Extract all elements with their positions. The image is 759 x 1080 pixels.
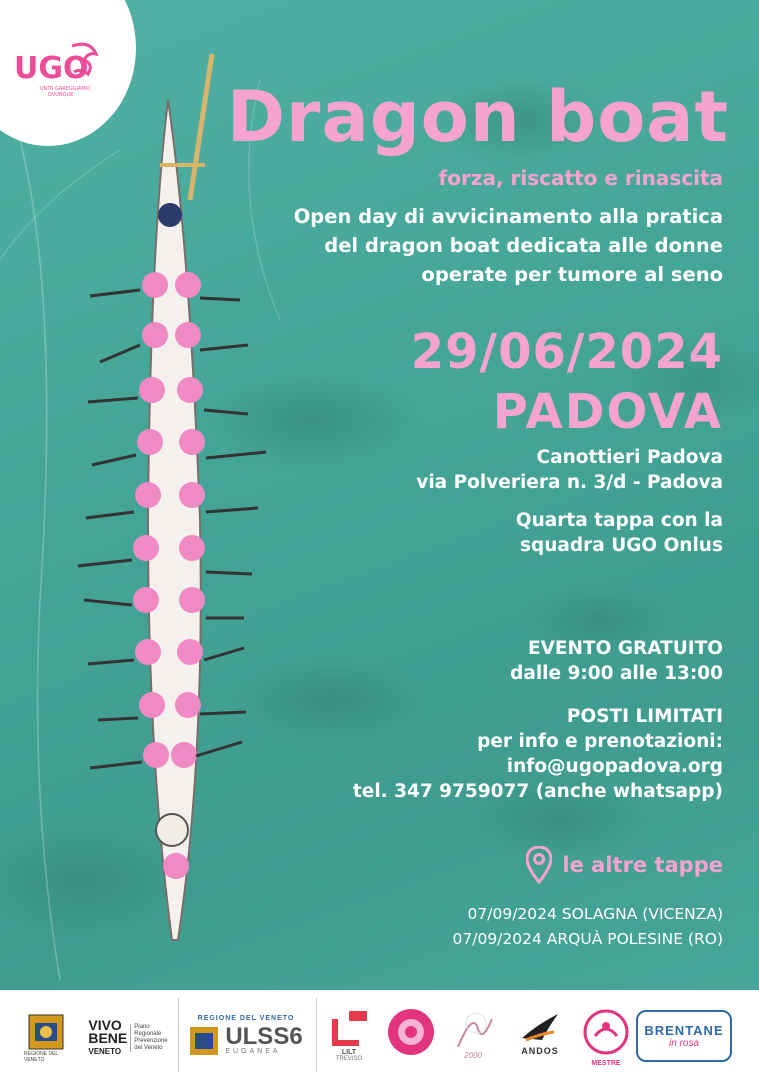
- stage-line: squadra UGO Onlus: [520, 535, 723, 556]
- limited-seats-label: POSTI LIMITATI: [566, 706, 723, 727]
- stage-info: [516, 508, 723, 558]
- other-stages-heading: [526, 846, 723, 884]
- brentane-name: BRENTANE: [644, 1023, 724, 1038]
- lilt-icon: [329, 1009, 369, 1049]
- veneto-text: VENETO: [88, 1046, 122, 1056]
- crest-icon: [189, 1026, 219, 1056]
- vivo-desc: del Veneto: [134, 1045, 163, 1051]
- ulss-name: ULSS6: [225, 1023, 303, 1050]
- ulss6-logo: [188, 1002, 304, 1068]
- ribbon-icon: [448, 1009, 498, 1051]
- venue-name: Canottieri Padova: [536, 447, 723, 468]
- intro-text: [294, 202, 723, 289]
- ugo-logo-text: UGO: [14, 51, 89, 86]
- bene-text: BENE: [88, 1029, 128, 1046]
- dragon-boat-badge-icon: [583, 1004, 629, 1060]
- intro-line: Open day di avvicinamento alla pratica: [293, 205, 723, 228]
- intro-line: del dragon boat dedicata alle donne: [324, 234, 723, 257]
- lilt-city: TREVISO: [335, 1055, 363, 1062]
- contact-phone[interactable]: tel. 347 9759077 (anche whatsapp): [352, 781, 723, 802]
- andos-text: ANDOS: [521, 1046, 559, 1056]
- sponsor-footer: [0, 990, 759, 1080]
- regione-veneto-logo: [24, 1010, 68, 1066]
- lilt-name: LILT: [341, 1048, 357, 1056]
- venue-address: via Polveriera n. 3/d - Padova: [416, 472, 723, 493]
- dragon-icon: [10, 38, 110, 98]
- vivo-desc: Prevenzione: [134, 1038, 168, 1044]
- divider: [316, 998, 317, 1072]
- regione-veneto-caption: REGIONE DEL VENETO: [24, 1051, 58, 1063]
- event-free-label: EVENTO GRATUITO: [527, 638, 723, 659]
- ugo-logo: [10, 38, 110, 98]
- padova-2000-logo: [444, 1004, 502, 1064]
- event-date: 29/06/2024: [410, 324, 723, 380]
- ulss-header: REGIONE DEL VENETO: [197, 1014, 295, 1022]
- poster-subtitle: forza, riscatto e rinascita: [438, 166, 723, 190]
- poster-title: Dragon boat: [226, 76, 729, 158]
- intro-line: operate per tumore al seno: [421, 263, 723, 286]
- list-item: 07/09/2024 SOLAGNA (VICENZA): [467, 905, 723, 923]
- event-info: [510, 636, 723, 686]
- booking-info: [353, 704, 723, 804]
- list-item: 07/09/2024 ARQUÀ POLESINE (RO): [452, 930, 723, 948]
- booking-label: per info e prenotazioni:: [477, 731, 723, 752]
- circle-badge-icon: [386, 1007, 436, 1057]
- brentane-sub: in rosa: [668, 1038, 699, 1049]
- lion-crest-icon: [27, 1013, 65, 1051]
- contact-email[interactable]: info@ugopadova.org: [506, 756, 723, 777]
- vivo-bene-veneto-logo: [88, 1012, 168, 1064]
- vivo-desc: Piano: [134, 1024, 150, 1030]
- lilt-logo: [326, 1000, 372, 1070]
- brentane-logo: [636, 1010, 732, 1062]
- location-pin-icon: [526, 846, 552, 884]
- padova-2000-text: 2000: [464, 1050, 482, 1060]
- mestre-text: MESTRE: [591, 1059, 621, 1067]
- ulss-sub: EUGANEA: [225, 1048, 281, 1055]
- mestre-team-logo: [580, 998, 632, 1072]
- other-stages-list: [453, 902, 723, 952]
- pink-circle-logo: [384, 1004, 438, 1060]
- event-city: PADOVA: [492, 384, 723, 440]
- event-hours: dalle 9:00 alle 13:00: [510, 663, 723, 684]
- venue-info: [416, 445, 723, 495]
- svg-text:UNITI GAREGGIAMO: UNITI GAREGGIAMO: [40, 86, 90, 92]
- vivo-desc: Regionale: [134, 1031, 162, 1037]
- bird-icon: [518, 1010, 562, 1046]
- svg-text:OVUNQUE: OVUNQUE: [48, 92, 74, 98]
- vivo-text: VIVO: [88, 1016, 122, 1033]
- other-stages-title: le altre tappe: [562, 853, 723, 877]
- stage-line: Quarta tappa con la: [515, 510, 723, 531]
- andos-logo: [510, 1002, 570, 1064]
- divider: [178, 998, 179, 1072]
